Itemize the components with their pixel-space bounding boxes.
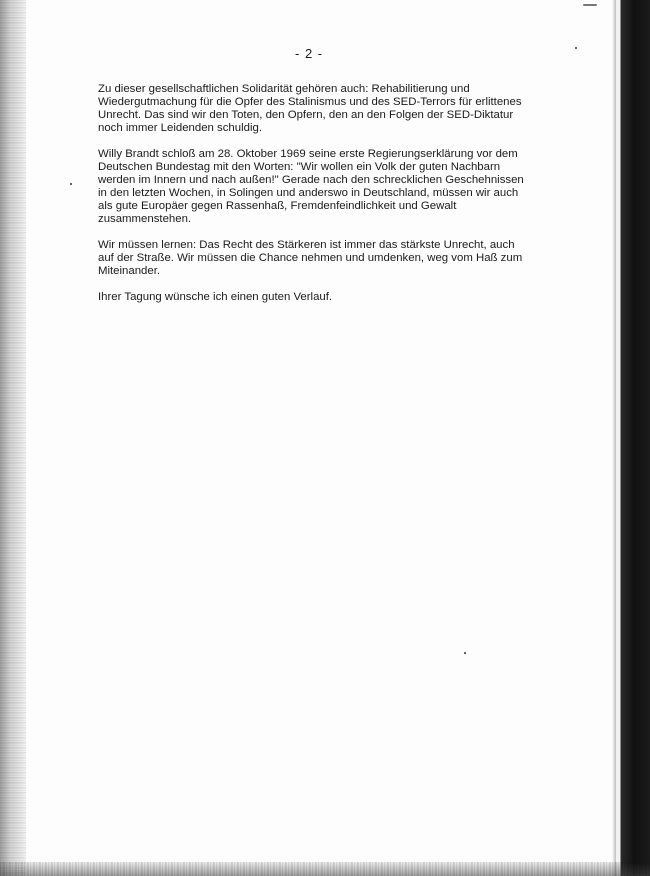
scan-edge-right — [616, 0, 650, 876]
scan-speck — [70, 183, 72, 185]
text-line: werden im Innern und nach außen!" Gerade nach den schrecklichen Geschehnissen — [98, 174, 524, 186]
scan-edge-left — [0, 0, 26, 876]
text-line: auf der Straße. Wir müssen die Chance nehmen und umdenken, weg vom Haß zum — [98, 252, 523, 264]
paragraph-solidarity — [98, 83, 522, 135]
text-line: noch immer Leidenden schuldig. — [98, 122, 262, 134]
paragraph-lernen — [98, 239, 523, 278]
text-line: Deutschen Bundestag mit den Worten: "Wir wollen ein Volk der guten Nachbarn — [98, 161, 501, 173]
scan-speck — [583, 4, 597, 6]
paragraph-closing — [98, 291, 518, 304]
text-line: Ihrer Tagung wünsche ich einen guten Verlauf. — [98, 291, 333, 303]
text-line: Unrecht. Das sind wir den Toten, den Opfern, den an den Folgen der SED-Diktatur — [98, 109, 514, 121]
text-line: Miteinander. — [98, 265, 161, 277]
text-line: zusammenstehen. — [98, 213, 192, 225]
text-line: Wiedergutmachung für die Opfer des Stalinismus und des SED-Terrors für erlittenes — [98, 96, 522, 108]
text-line: Wir müssen lernen: Das Recht des Stärkeren ist immer das stärkste Unrecht, auch — [98, 239, 515, 251]
letter-body — [98, 83, 524, 317]
text-line: in den letzten Wochen, in Solingen und anderswo in Deutschland, müssen wir auch — [98, 187, 519, 199]
paragraph-brandt — [98, 148, 524, 226]
scan-edge-bottom — [0, 862, 650, 876]
text-line: als gute Europäer gegen Rassenhaß, Fremdenfeindlichkeit und Gewalt — [98, 200, 457, 212]
page-number: - 2 - — [295, 46, 324, 61]
scan-speck — [575, 47, 577, 49]
text-line: Willy Brandt schloß am 28. Oktober 1969 seine erste Regierungserklärung vor dem — [98, 148, 518, 160]
text-line: Zu dieser gesellschaftlichen Solidarität gehören auch: Rehabilitierung und — [98, 83, 470, 95]
scan-speck — [464, 652, 466, 654]
